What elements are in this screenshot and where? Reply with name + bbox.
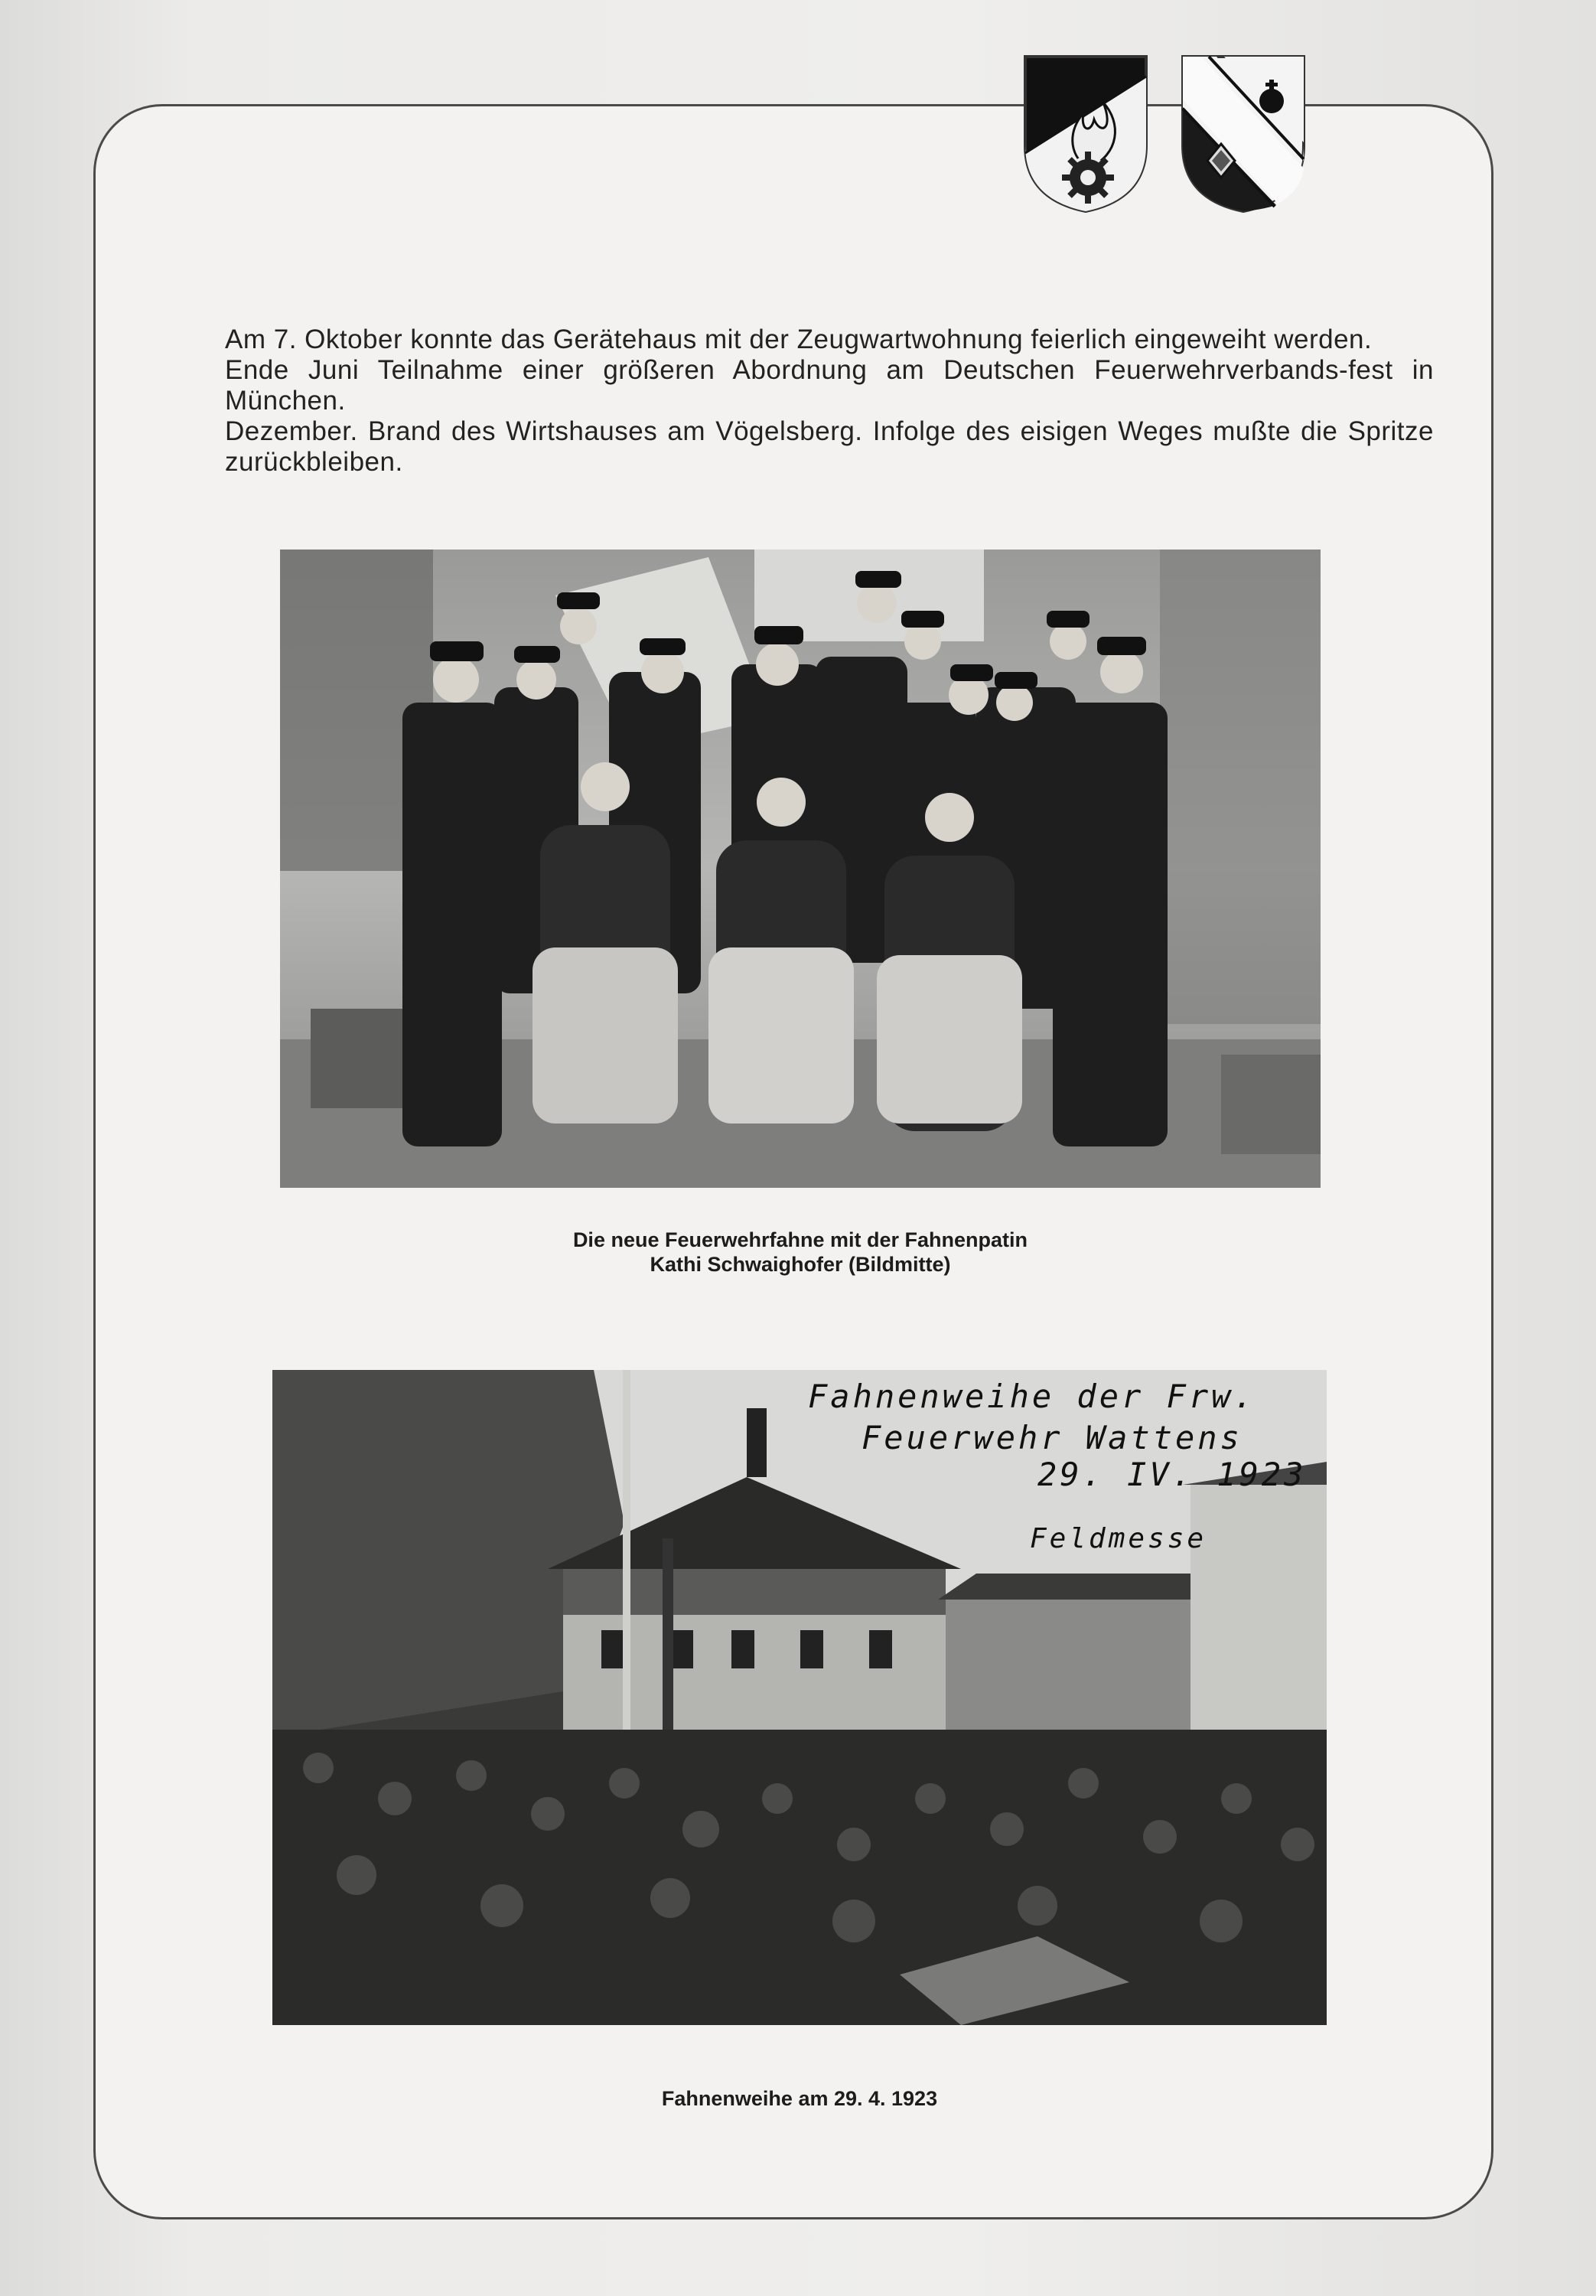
- municipal-crest-icon: [1178, 54, 1308, 214]
- fire-brigade-crest-icon: [1021, 54, 1151, 214]
- photo1-caption-line1: Die neue Feuerwehrfahne mit der Fahnenpatin: [572, 1228, 1028, 1251]
- handwriting-line2: Feuerwehr Wattens: [862, 1419, 1243, 1456]
- paragraph-1: Am 7. Oktober konnte das Gerätehaus mit der Zeugwartwohnung feierlich eingeweiht werden.: [225, 325, 1373, 354]
- body-text: [225, 325, 1434, 478]
- crowd-photo: [272, 1370, 1327, 2025]
- photo2-caption: Fahnenweihe am 29. 4. 1923: [661, 2087, 938, 2110]
- paragraph-3: Dezember. Brand des Wirtshauses am Vögelsberg. Infolge des eisigen Weges mußte die Spritze zurückbleiben.: [225, 416, 1434, 477]
- handwriting-line1: Fahnenweihe der Frw.: [808, 1378, 1256, 1415]
- paragraph-2: Ende Juni Teilnahme einer größeren Abordnung am Deutschen Feuerwehrverbands-fest in München.: [225, 355, 1434, 416]
- handwriting-line3: 29. IV. 1923: [1037, 1456, 1307, 1493]
- group-photo: [280, 550, 1321, 1188]
- handwriting-line4: Feldmesse: [1030, 1523, 1207, 1554]
- photo1-caption: [280, 1228, 1321, 1277]
- photo1-caption-line2: Kathi Schwaighofer (Bildmitte): [650, 1253, 951, 1276]
